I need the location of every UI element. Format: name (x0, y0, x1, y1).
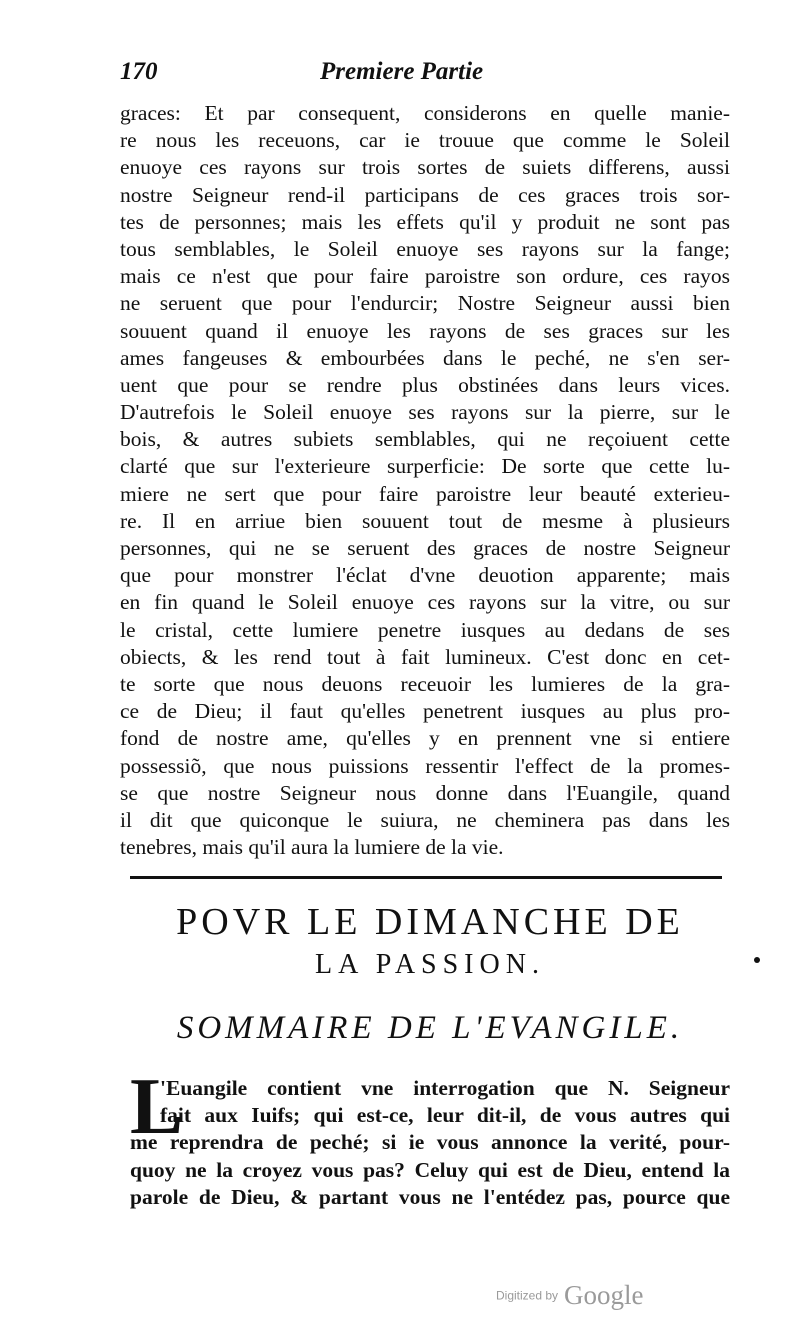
summary-line: quoy ne la croyez vous pas? Celuy qui est de Dieu, entend la (130, 1157, 730, 1182)
text-line: obiects, & les rend tout à fait lumineux. C'est donc en cet- (120, 644, 730, 669)
text-line: enuoye ces rayons sur trois sortes de suiets differens, aussi (120, 155, 730, 180)
google-logo: Google (564, 1280, 644, 1310)
text-line: te sorte que nous deuons receuoir les lumieres de la gra- (120, 671, 730, 696)
text-line: ce de Dieu; il faut qu'elles penetrent iusques au plus pro- (120, 699, 730, 724)
text-line: se que nostre Seigneur nous donne dans l'Euangile, quand (120, 780, 730, 805)
text-line: D'autrefois le Soleil enuoye ses rayons sur la pierre, sur le (120, 400, 730, 425)
text-line: souuent quand il enuoye les rayons de ses graces sur les (120, 318, 730, 343)
section-heading: POVR LE DIMANCHE DE (176, 901, 684, 943)
running-head (120, 58, 740, 90)
text-line: tous semblables, le Soleil enuoye ses rayons sur la fange; (120, 236, 730, 261)
running-title: Premiere Partie (320, 58, 484, 85)
section-subheading: LA PASSION. (315, 949, 545, 980)
margin-dot (754, 957, 760, 963)
text-line: fond de nostre ame, qu'elles y en prennent vne si entiere (120, 726, 730, 751)
section-rule (130, 876, 722, 879)
text-line: miere ne sert que pour faire paroistre leur beauté exterieu- (120, 481, 730, 506)
text-line: que pour monstrer l'éclat d'vne deuotion apparente; mais (120, 563, 730, 588)
text-line: graces: Et par consequent, considerons en quelle manie- (120, 101, 730, 125)
text-line: bois, & autres subiets semblables, qui ne reçoiuent cette (120, 427, 730, 452)
text-line: clarté que sur l'exterieure surperficie: De sorte que cette lu- (120, 454, 730, 479)
summary-line: fait aux Iuifs; qui est-ce, leur dit-il, de vous autres qui (160, 1103, 730, 1128)
text-line: uent que pour se rendre plus obstinées dans leurs vices. (120, 372, 730, 397)
text-line: ne seruent que pour l'endurcir; Nostre Seigneur aussi bien (120, 291, 730, 316)
text-line: personnes, qui ne se seruent des graces de nostre Seigneur (120, 536, 730, 560)
text-line: re nous les receuons, car ie trouue que comme le Soleil (120, 128, 730, 153)
text-line: ames fangeuses & embourbées dans le peché, ne s'en ser- (120, 345, 730, 370)
body-text (120, 100, 730, 861)
text-line-last: tenebres, mais qu'il aura la lumiere de la vie. (120, 835, 504, 860)
drop-cap: L (130, 1063, 184, 1151)
digitized-by-label: Digitized by (496, 1288, 559, 1303)
summary-paragraph (130, 1063, 730, 1211)
text-line: nostre Seigneur rend-il participans de ces graces trois sor- (120, 182, 730, 207)
page-number: 170 (120, 58, 158, 85)
summary-heading: SOMMAIRE DE L'EVANGILE. (176, 1010, 684, 1046)
text-line: re. Il en arriue bien souuent tout de mesme à plusieurs (120, 508, 730, 533)
summary-line: me reprendra de peché; si ie vous annonce la verité, pour- (130, 1130, 730, 1155)
text-line: tes de personnes; mais les effets qu'il y produit ne sont pas (120, 209, 730, 234)
text-line: en fin quand le Soleil enuoye ces rayons sur la vitre, ou sur (120, 590, 730, 615)
text-line: possessiõ, que nous puissions ressentir l'effect de la promes- (120, 753, 730, 778)
text-line: mais ce n'est que pour faire paroistre son ordure, ces rayos (120, 264, 730, 289)
digitized-watermark (496, 1280, 644, 1311)
text-line: le cristal, cette lumiere penetre iusques au dedans de ses (120, 617, 730, 642)
text-line: il dit que quiconque le suiura, ne cheminera pas dans les (120, 807, 730, 832)
summary-line: parole de Dieu, & partant vous ne l'entédez pas, pource que (130, 1184, 730, 1209)
summary-line: 'Euangile contient vne interrogation que N. Seigneur (160, 1076, 730, 1100)
